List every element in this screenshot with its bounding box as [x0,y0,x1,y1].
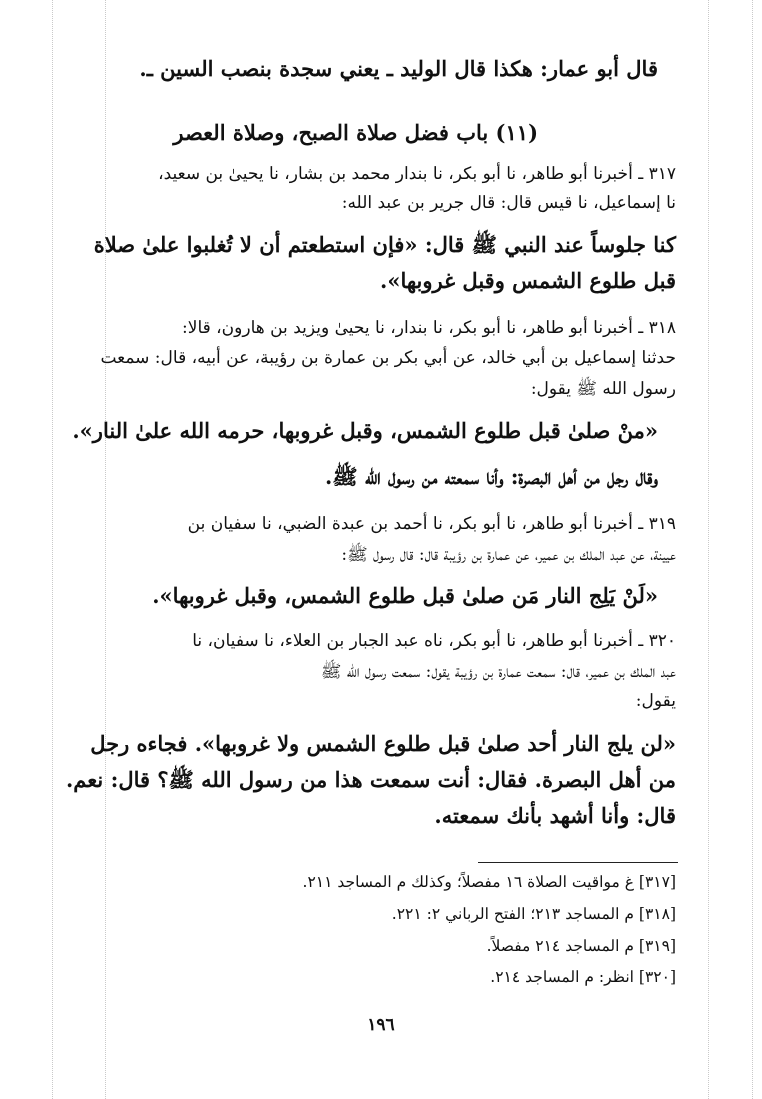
chapter-title: (١١) باب فضل صلاة الصبح، وصلاة العصر [173,120,538,145]
hadith-318-isnad-2: حدثنا إسماعيل بن أبي خالد، عن أبي بكر بن عمارة بن رؤيبة، عن أبيه، قال: سمعت [100,348,676,368]
guide-line [708,0,709,1099]
hadith-317-isnad-1: ٣١٧ ـ أخبرنا أبو طاهر، نا أبو بكر، نا بندار محمد بن بشار، نا يحيىٰ بن سعيد، [158,164,676,184]
guide-line [52,0,53,1099]
hadith-317-matn-2: قبل طلوع الشمس وقبل غروبها». [380,268,676,293]
hadith-320-isnad-3: يقول: [635,691,676,711]
hadith-318-isnad-1: ٣١٨ ـ أخبرنا أبو طاهر، نا أبو بكر، نا بندار، نا يحيىٰ ويزيد بن هارون، قالا: [182,318,676,338]
hadith-319-isnad-1: ٣١٩ ـ أخبرنا أبو طاهر، نا أبو بكر، نا أحمد بن عبدة الضبي، نا سفيان بن [187,514,676,534]
footnote-319: [٣١٩] م المساجد ٢١٤ مفصلاً. [486,937,676,955]
footnote-320: [٣٢٠] انظر: م المساجد ٢١٤. [490,968,676,986]
hadith-317-matn-1: كنا جلوساً عند النبي ﷺ قال: «فإن استطعتم أن لا تُغلبوا علىٰ صلاة [93,232,676,257]
hadith-320-isnad-2: عبد الملك بن عمير، قال: سمعت عمارة بن رؤيبة يقول: سمعت رسول الله ﷺ [320,662,676,682]
hadith-320-matn-1: «لن يلج النار أحد صلىٰ قبل طلوع الشمس ولا غروبها». فجاءه رجل [90,731,676,756]
page-number: ١٩٦ [367,1015,395,1035]
hadith-320-matn-2: من أهل البصرة. فقال: أنت سمعت هذا من رسول الله ﷺ؟ قال: نعم. [66,767,676,792]
hadith-320-matn-3: قال: وأنا أشهد بأنك سمعته. [434,803,676,828]
hadith-319-matn-1: «لَنْ يَلِج النار مَن صلىٰ قبل طلوع الشمس، وقبل غروبها». [152,583,658,608]
hadith-318-matn-1: «منْ صلىٰ قبل طلوع الشمس، وقبل غروبها، حرمه الله علىٰ النار». [72,418,658,443]
hadith-317-isnad-2: نا إسماعيل، نا قيس قال: قال جرير بن عبد الله: [341,193,676,213]
footnote-separator [478,862,678,863]
guide-line [752,0,753,1099]
footnote-317: [٣١٧] غ مواقيت الصلاة ١٦ مفصلاً؛ وكذلك م المساجد ٢١١. [302,873,676,891]
intro-line: قال أبو عمار: هكذا قال الوليد ـ يعني سجدة بنصب السين ـ. [139,56,658,81]
hadith-318-isnad-3: رسول الله ﷺ يقول: [530,379,676,399]
footnote-318: [٣١٨] م المساجد ٢١٣؛ الفتح الرباني ٢: ٢٢١. [391,905,676,923]
hadith-320-isnad-1: ٣٢٠ ـ أخبرنا أبو طاهر، نا أبو بكر، ناه عبد الجبار بن العلاء، نا سفيان، نا [192,631,676,651]
hadith-318-matn-2: وقال رجل من أهل البصرة: وأنا سمعته من رسول الله ﷺ. [324,464,658,489]
guide-line [105,0,106,1099]
hadith-319-isnad-2: عيينة، عن عبد الملك بن عمير، عن عمارة بن رؤيبة قال: قال رسول ﷺ: [341,545,676,565]
